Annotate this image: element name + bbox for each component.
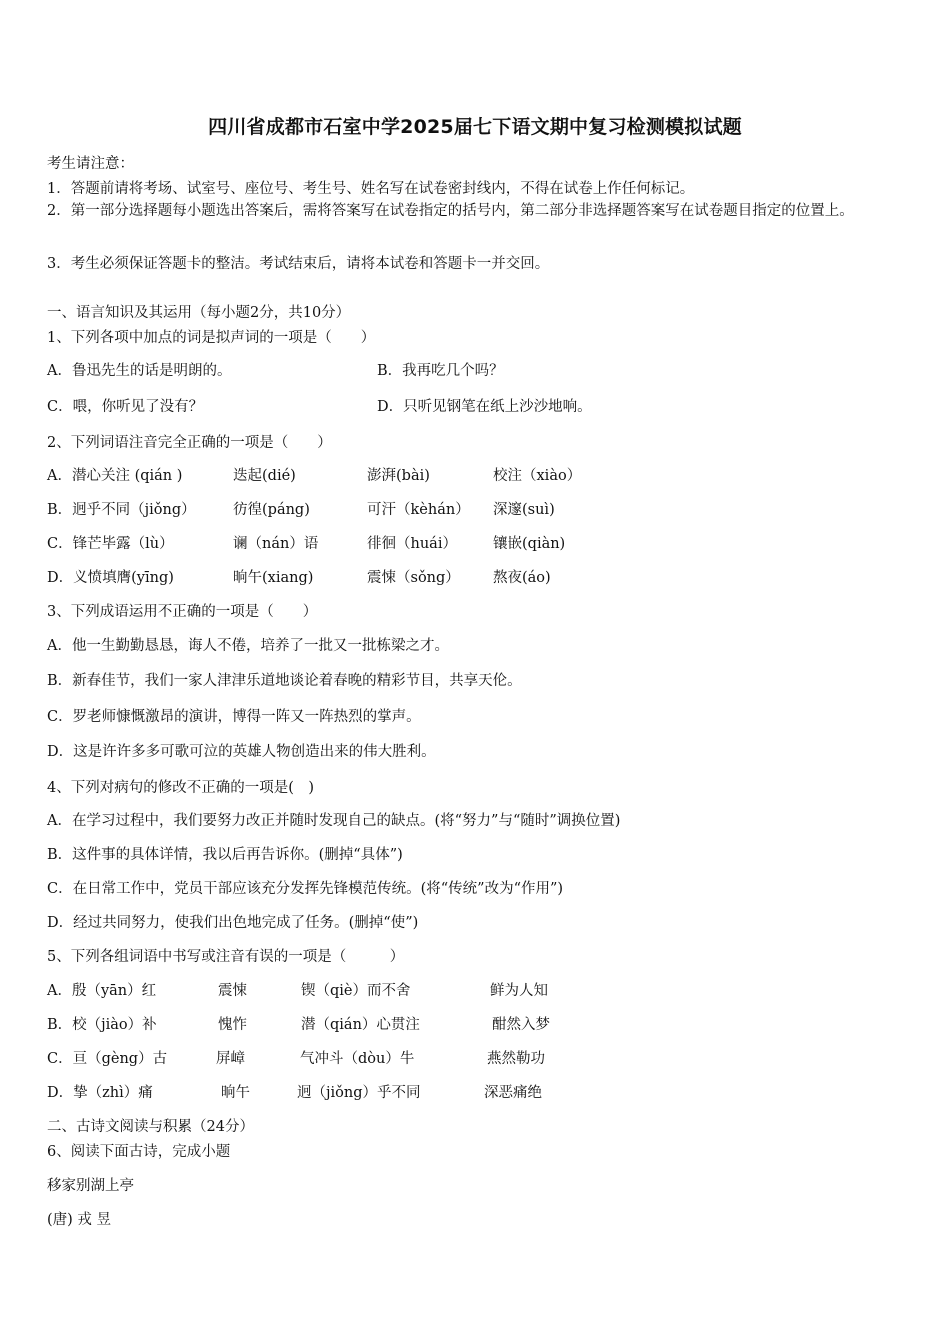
q5-c-4: 燕然勒功 xyxy=(487,1051,545,1067)
q5-b-4: 酣然入梦 xyxy=(492,1017,550,1033)
q4-stem: 4、下列对病句的修改不正确的一项是( ) xyxy=(47,780,315,796)
notice-item-3: 3．考生必须保证答题卡的整洁。考试结束后，请将本试卷和答题卡一并交回。 xyxy=(47,256,550,272)
poem-title: 移家别湖上亭 xyxy=(47,1178,134,1194)
q2-b-1: B．迥乎不同（jiǒng） xyxy=(47,502,196,518)
q6-stem: 6、阅读下面古诗，完成小题 xyxy=(47,1144,231,1160)
poem-author: (唐) 戎 昱 xyxy=(47,1212,112,1228)
q3-stem: 3、下列成语运用不正确的一项是（ ） xyxy=(47,604,318,620)
q3-option-d: D．这是许许多多可歌可泣的英雄人物创造出来的伟大胜利。 xyxy=(47,744,436,760)
q3-option-b: B．新春佳节，我们一家人津津乐道地谈论着春晚的精彩节目，共享天伦。 xyxy=(47,673,522,689)
notice-heading: 考生请注意： xyxy=(47,156,134,172)
q3-option-a: A．他一生勤勤恳恳，诲人不倦，培养了一批又一批栋梁之才。 xyxy=(47,638,449,654)
section-2-heading: 二、古诗文阅读与积累（24分） xyxy=(47,1119,254,1135)
q5-d-4: 深恶痛绝 xyxy=(484,1085,542,1101)
q5-c-2: 屏嶂 xyxy=(216,1051,245,1067)
q2-c-1: C．锋芒毕露（lù） xyxy=(47,536,174,552)
q2-c-3: 徘徊（huái） xyxy=(367,536,457,552)
q5-c-1: C．亘（gèng）古 xyxy=(47,1051,168,1067)
q2-a-2: 迭起(dié) xyxy=(233,468,296,484)
q5-d-2: 晌午 xyxy=(221,1085,250,1101)
q3-option-c: C．罗老师慷慨激昂的演讲，博得一阵又一阵热烈的掌声。 xyxy=(47,709,421,725)
q2-a-4: 校注（xiào） xyxy=(493,468,582,484)
q1-option-a: A．鲁迅先生的话是明朗的。 xyxy=(47,363,232,379)
q2-a-1: A．潜心关注 (qián ) xyxy=(47,468,183,484)
q2-d-3: 震悚（sǒng） xyxy=(367,570,460,586)
q5-d-3: 迥（jiǒng）乎不同 xyxy=(297,1085,421,1101)
q5-stem: 5、下列各组词语中书写或注音有误的一项是（ ） xyxy=(47,949,405,965)
q5-c-3: 气冲斗（dòu）牛 xyxy=(300,1051,415,1067)
q2-stem: 2、下列词语注音完全正确的一项是（ ） xyxy=(47,435,332,451)
page-title: 四川省成都市石室中学2025届七下语文期中复习检测模拟试题 xyxy=(208,116,742,138)
q2-c-4: 镶嵌(qiàn) xyxy=(493,536,566,552)
q2-c-2: 谰（nán）语 xyxy=(233,536,319,552)
q2-d-2: 晌午(xiang) xyxy=(233,570,314,586)
q5-a-3: 锲（qiè）而不舍 xyxy=(301,983,411,999)
q2-b-4: 深邃(suì) xyxy=(493,502,555,518)
section-1-heading: 一、语言知识及其运用（每小题2分，共10分） xyxy=(47,305,351,321)
q1-option-b: B．我再吃几个吗？ xyxy=(377,363,504,379)
q1-option-d: D．只听见钢笔在纸上沙沙地响。 xyxy=(377,399,592,415)
q2-b-3: 可汗（kèhán） xyxy=(367,502,470,518)
q2-b-2: 彷徨(páng) xyxy=(233,502,310,518)
q4-option-b: B．这件事的具体详情，我以后再告诉你。(删掉“具体”) xyxy=(47,847,403,863)
q5-a-1: A．殷（yān）红 xyxy=(47,983,157,999)
q5-b-2: 愧怍 xyxy=(218,1017,247,1033)
q5-d-1: D．挚（zhì）痛 xyxy=(47,1085,153,1101)
q1-option-c: C．喂，你听见了没有？ xyxy=(47,399,204,415)
q1-stem: 1、下列各项中加点的词是拟声词的一项是（ ） xyxy=(47,330,376,346)
q4-option-d: D．经过共同努力，使我们出色地完成了任务。(删掉“使”) xyxy=(47,915,419,931)
q4-option-a: A．在学习过程中，我们要努力改正并随时发现自己的缺点。(将“努力”与“随时”调换位置) xyxy=(47,813,621,829)
q5-a-4: 鲜为人知 xyxy=(490,983,548,999)
notice-item-1: 1．答题前请将考场、试室号、座位号、考生号、姓名写在试卷密封线内，不得在试卷上作任何标记。 xyxy=(47,181,695,197)
q5-b-1: B．校（jiào）补 xyxy=(47,1017,157,1033)
q5-b-3: 潜（qián）心贯注 xyxy=(301,1017,420,1033)
q4-option-c: C．在日常工作中，党员干部应该充分发挥先锋模范传统。(将“传统”改为“作用”) xyxy=(47,881,564,897)
q2-d-1: D．义愤填膺(yīng) xyxy=(47,570,174,586)
q2-d-4: 熬夜(áo) xyxy=(493,570,551,586)
notice-item-2: 2．第一部分选择题每小题选出答案后，需将答案写在试卷指定的括号内，第二部分非选择题答案写在试卷题目指定的位置上。 xyxy=(47,203,854,219)
q5-a-2: 震悚 xyxy=(218,983,247,999)
q2-a-3: 澎湃(bài) xyxy=(367,468,430,484)
